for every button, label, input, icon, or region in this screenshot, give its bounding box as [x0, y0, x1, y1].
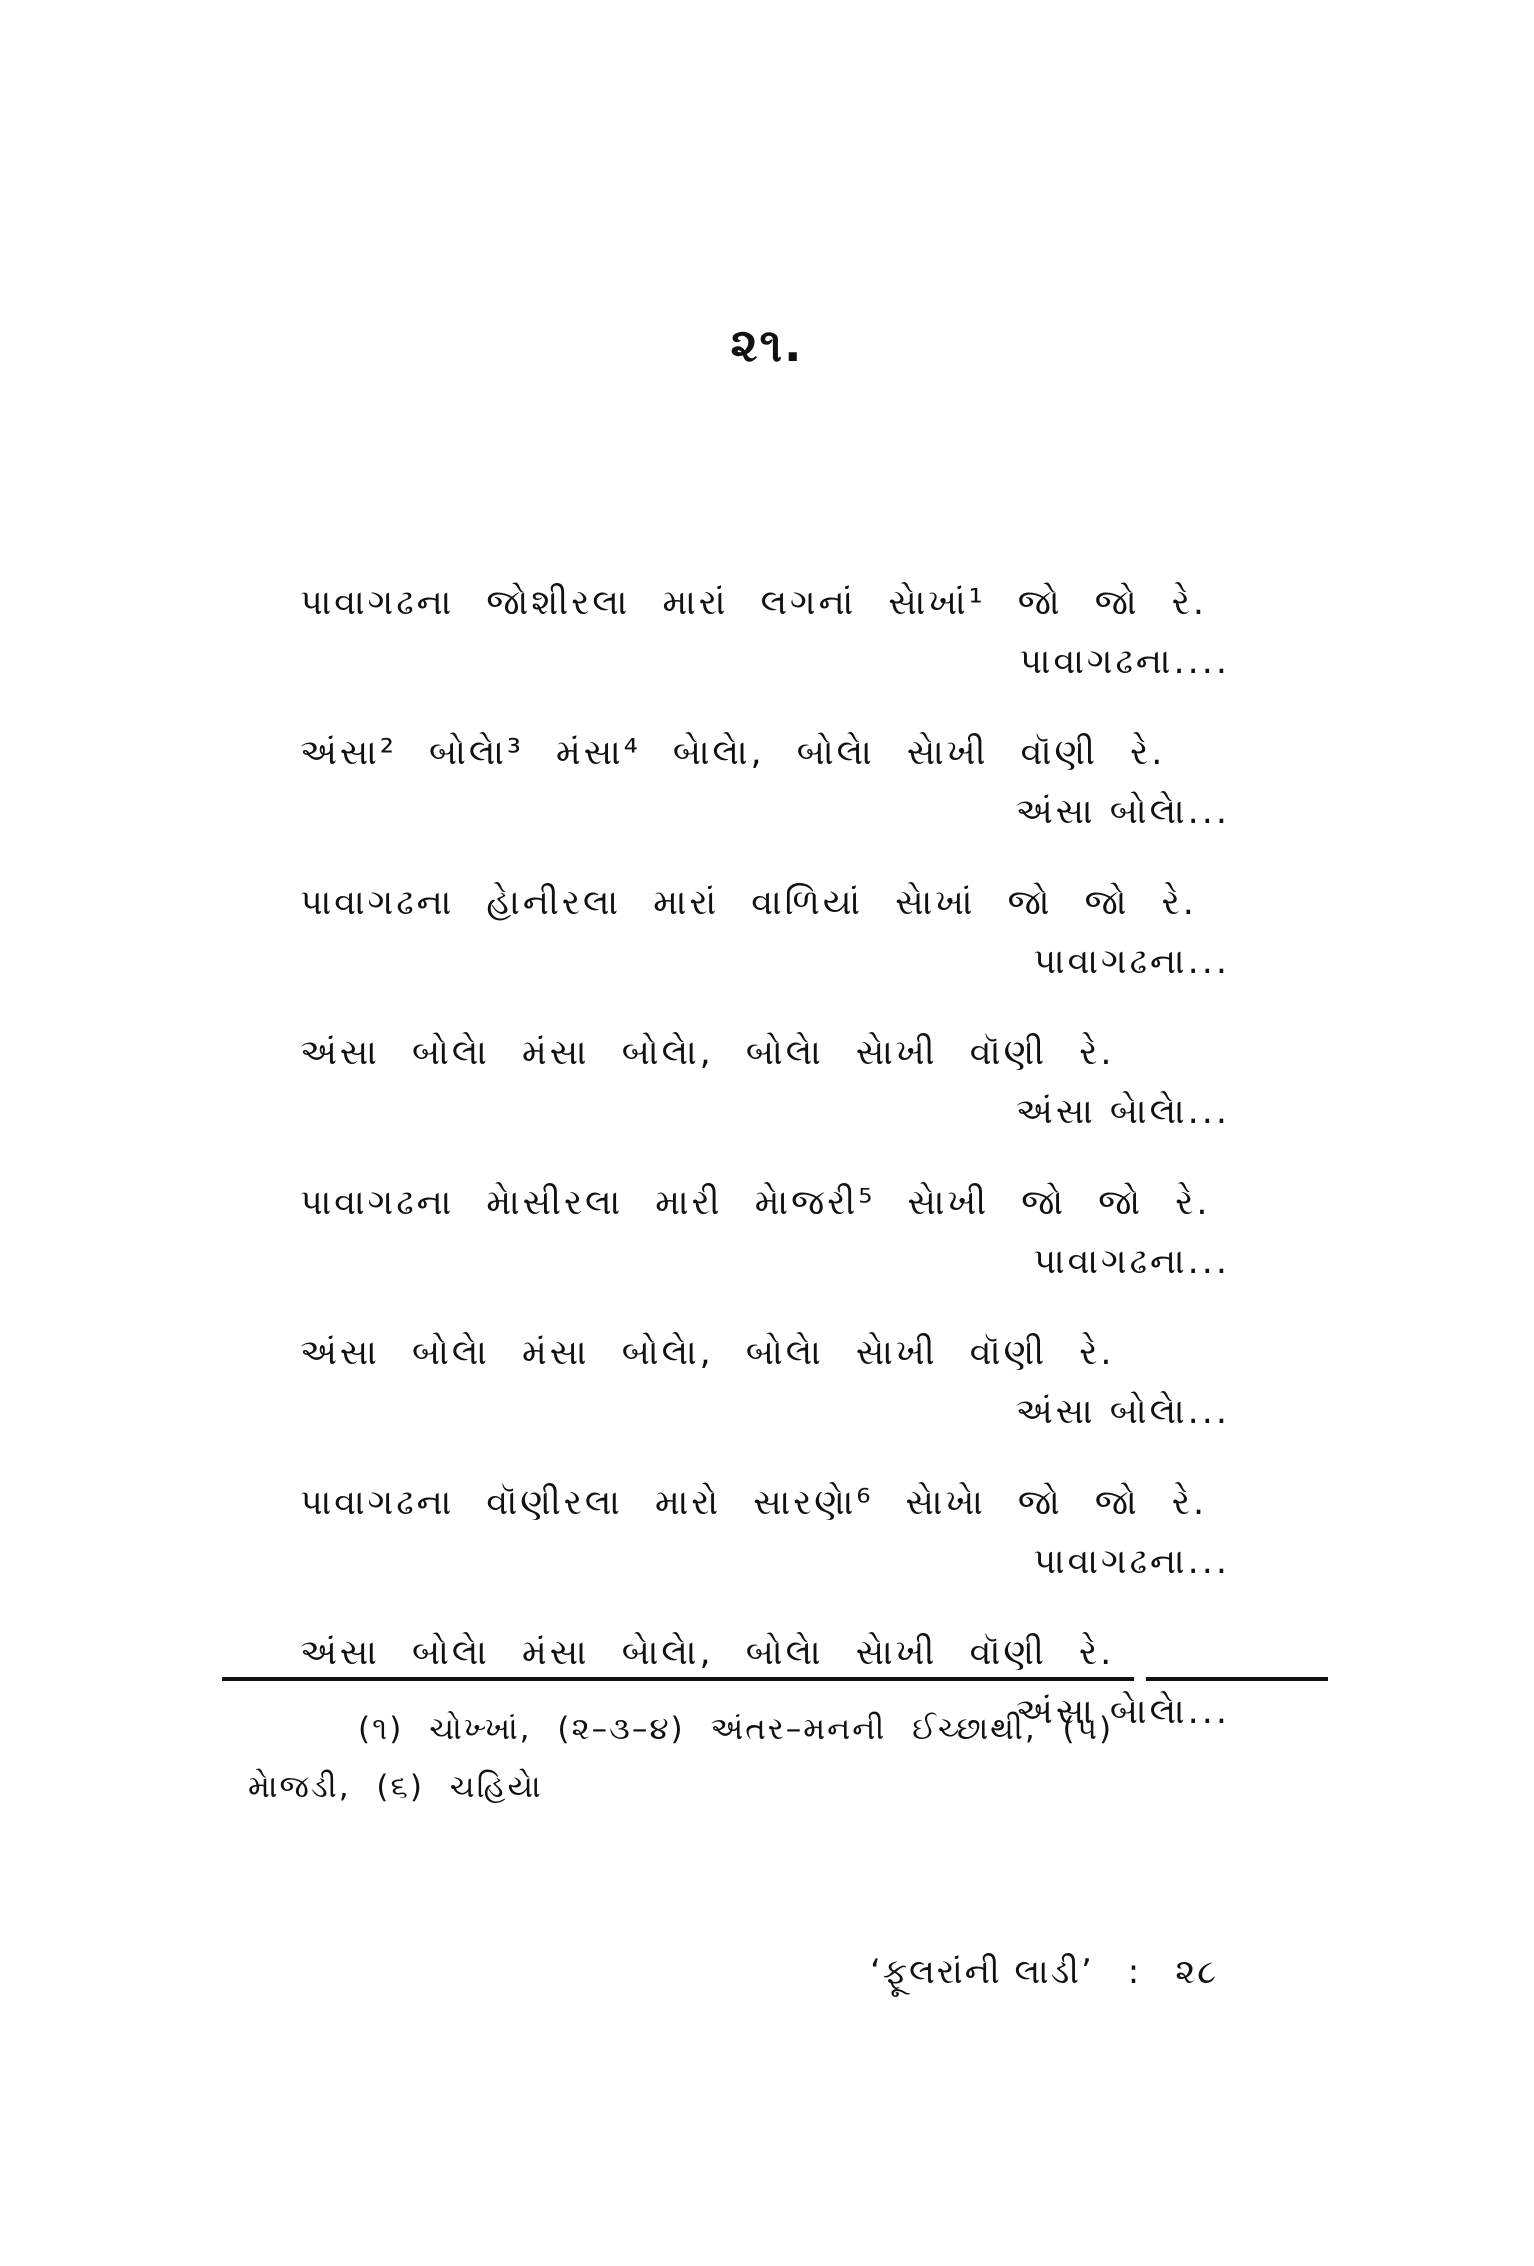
stanza-5: [300, 1172, 1230, 1290]
verse-line: પાવાગઢના જોશીરલા મારાં લગનાં સેાખાં¹ જો જો રે.: [300, 583, 1207, 623]
refrain-line: અંસા બેાલેા...: [1015, 1692, 1230, 1732]
refrain-line: પાવાગઢના...: [1033, 1542, 1230, 1582]
refrain-line: અંસા બોલેા...: [1015, 1392, 1230, 1432]
verse-line: અંસા બોલેા મંસા બેાલેા, બોલેા સેાખી વૉણી રે.: [300, 1633, 1115, 1673]
stanza-4: [300, 1022, 1230, 1140]
stanza-3: [300, 872, 1230, 990]
refrain-line: પાવાગઢના...: [1033, 942, 1230, 982]
stanza-2: [300, 722, 1230, 840]
verse-line: પાવાગઢના વૉણીરલા મારો સારણેા⁶ સેાખેા જો જો રે.: [300, 1483, 1208, 1523]
refrain-line: અંસા બેાલેા...: [1015, 1092, 1230, 1132]
stanza-6: [300, 1322, 1230, 1440]
footnote-line: મેાજડી, (૬) ચહિયેા: [248, 1769, 543, 1805]
footnote-divider: [222, 1677, 1134, 1681]
footnote-divider-short: [1146, 1677, 1328, 1681]
refrain-line: અંસા બોલેા...: [1015, 792, 1230, 832]
song-verses: [300, 572, 1230, 1772]
footnote-line: (૧) ચોખ્ખાં, (૨–૩–૪) અંતર–મનની ઈચ્છાથી, (૫): [358, 1711, 1114, 1747]
verse-line: પાવાગઢના હેાનીરલા મારાં વાળિયાં સેાખાં જો જો રે.: [300, 883, 1197, 923]
footer-page-number: ૨૮: [1175, 1952, 1218, 1992]
book-title: ‘ફૂલરાંની લાડી’: [870, 1952, 1094, 1992]
footnotes: [248, 1700, 1288, 1816]
verse-line: અંસા બોલેા મંસા બોલેા, બોલેા સેાખી વૉણી રે.: [300, 1333, 1115, 1373]
verse-line: પાવાગઢના મેાસીરલા મારી મેાજરી⁵ સેાખી જો જો રે.: [300, 1183, 1211, 1223]
stanza-1: [300, 572, 1230, 690]
stanza-7: [300, 1472, 1230, 1590]
verse-line: અંસા² બોલેા³ મંસા⁴ બેાલેા, બોલેા સેાખી વૉણી રે.: [300, 733, 1166, 773]
verse-line: અંસા બોલેા મંસા બોલેા, બોલેા સેાખી વૉણી રે.: [300, 1033, 1115, 1073]
refrain-line: પાવાગઢના....: [1019, 642, 1230, 682]
page-number: ૨૧.: [730, 318, 804, 372]
page-footer: [870, 1952, 1218, 1992]
refrain-line: પાવાગઢના...: [1033, 1242, 1230, 1282]
footer-separator: :: [1127, 1952, 1142, 1992]
